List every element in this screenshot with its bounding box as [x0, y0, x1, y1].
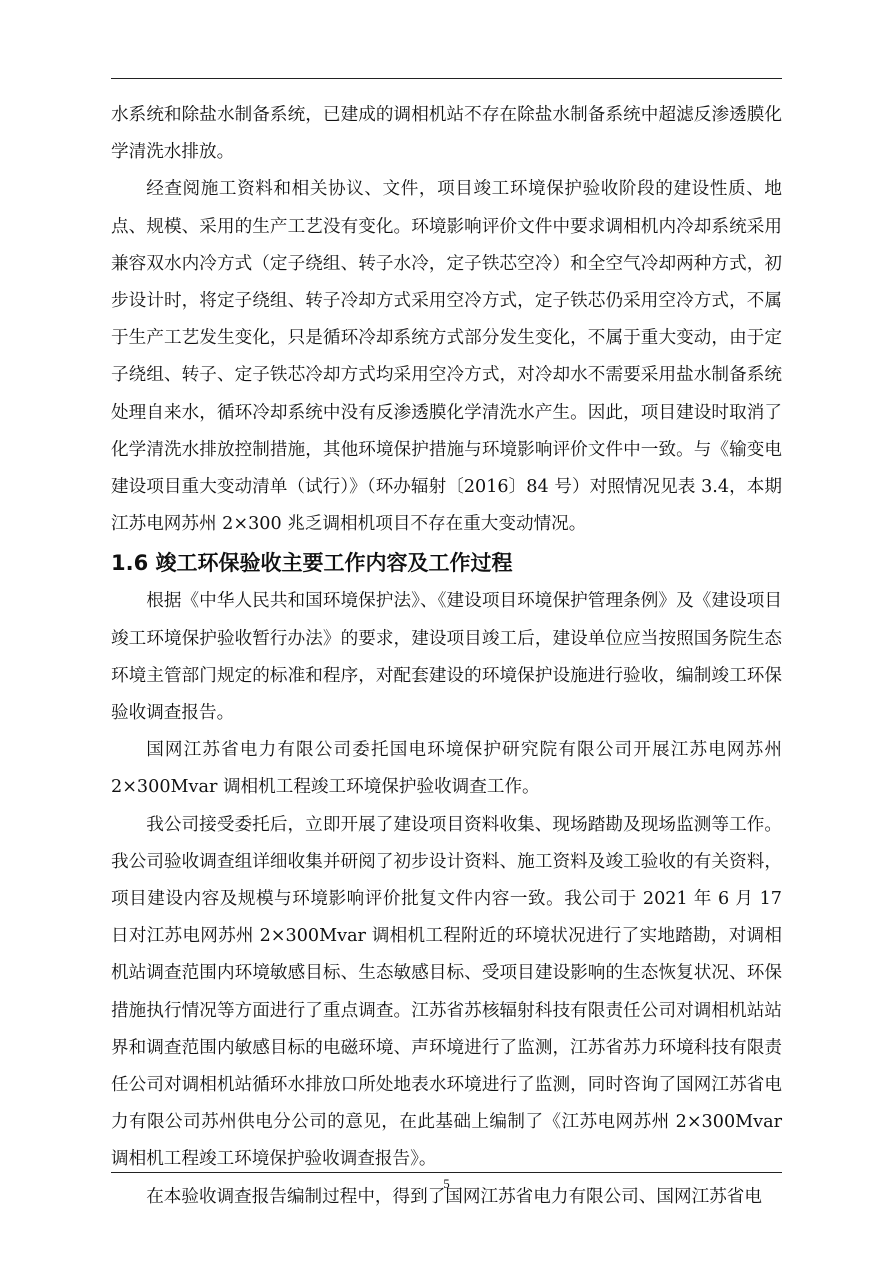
paragraph-legal-basis: 根据《中华人民共和国环境保护法》、《建设项目环境保护管理条例》及《建设项目竣工环境保护验收暂行办法》的要求，建设项目竣工后，建设单位应当按照国务院生态环境主管部门规定的标准和程序，对配套建设的环境保护设施进行验收，编制竣工环保验收调查报告。	[111, 591, 782, 724]
paragraph-acknowledgement: 在本验收调查报告编制过程中，得到了国网江苏省电力有限公司、国网江苏省电	[146, 1186, 762, 1207]
page-number: 5	[443, 1176, 450, 1191]
paragraph-change-analysis: 经查阅施工资料和相关协议、文件，项目竣工环境保护验收阶段的建设性质、地点、规模、采用的生产工艺没有变化。环境影响评价文件中要求调相机内冷却系统采用兼容双水内冷方式（定子绕组、转子水冷，定子铁芯空冷）和全空气冷却两种方式，初步设计时，将定子绕组、转子冷却方式采用空冷方式，定子铁芯仍采用空冷方式，不属于生产工艺发生变化，只是循环冷却系统方式部分发生变化，不属于重大变动，由于定子绕组、转子、定子铁芯冷却方式均采用空冷方式，对冷却水不需要采用盐水制备系统处理自来水，循环冷却系统中没有反渗透膜化学清洗水产生。因此，项目建设时取消了化学清洗水排放控制措施，其他环境保护措施与环境影响评价文件中一致。与《输变电建设项目重大变动清单（试行）》（环办辐射〔2016〕84 号）对照情况见表 3.4，本期江苏电网苏州 2×300 兆乏调相机项目不存在重大变动情况。	[111, 179, 782, 535]
paragraph-work-process: 我公司接受委托后，立即开展了建设项目资料收集、现场踏勘及现场监测等工作。我公司验收调查组详细收集并研阅了初步设计资料、施工资料及竣工验收的有关资料，项目建设内容及规模与环境影响评价批复文件内容一致。我公司于 2021 年 6 月 17 日对江苏电网苏州 2×300Mvar 调相机工程附近的环境状况进行了实地踏勘，对调相机站调查范围内环境敏感目标、生态敏感目标、受项目建设影响的生态恢复状况、环保措施执行情况等方面进行了重点调查。江苏省苏核辐射科技有限责任公司对调相机站站界和调查范围内敏感目标的电磁环境、声环境进行了监测，江苏省苏力环境科技有限责任公司对调相机站循环水排放口所处地表水环境进行了监测，同时咨询了国网江苏省电力有限公司苏州供电分公司的意见，在此基础上编制了《江苏电网苏州 2×300Mvar 调相机工程竣工环境保护验收调查报告》。	[111, 814, 782, 1170]
paragraph-continued: 水系统和除盐水制备系统，已建成的调相机站不存在除盐水制备系统中超滤反渗透膜化学清洗水排放。	[111, 105, 782, 163]
footer-rule	[111, 1172, 782, 1173]
header-rule	[111, 78, 782, 79]
paragraph-commission: 国网江苏省电力有限公司委托国电环境保护研究院有限公司开展江苏电网苏州 2×300Mvar 调相机工程竣工环境保护验收调查工作。	[111, 740, 782, 798]
section-heading: 1.6 竣工环保验收主要工作内容及工作过程	[111, 551, 513, 576]
page-body	[111, 97, 782, 1216]
